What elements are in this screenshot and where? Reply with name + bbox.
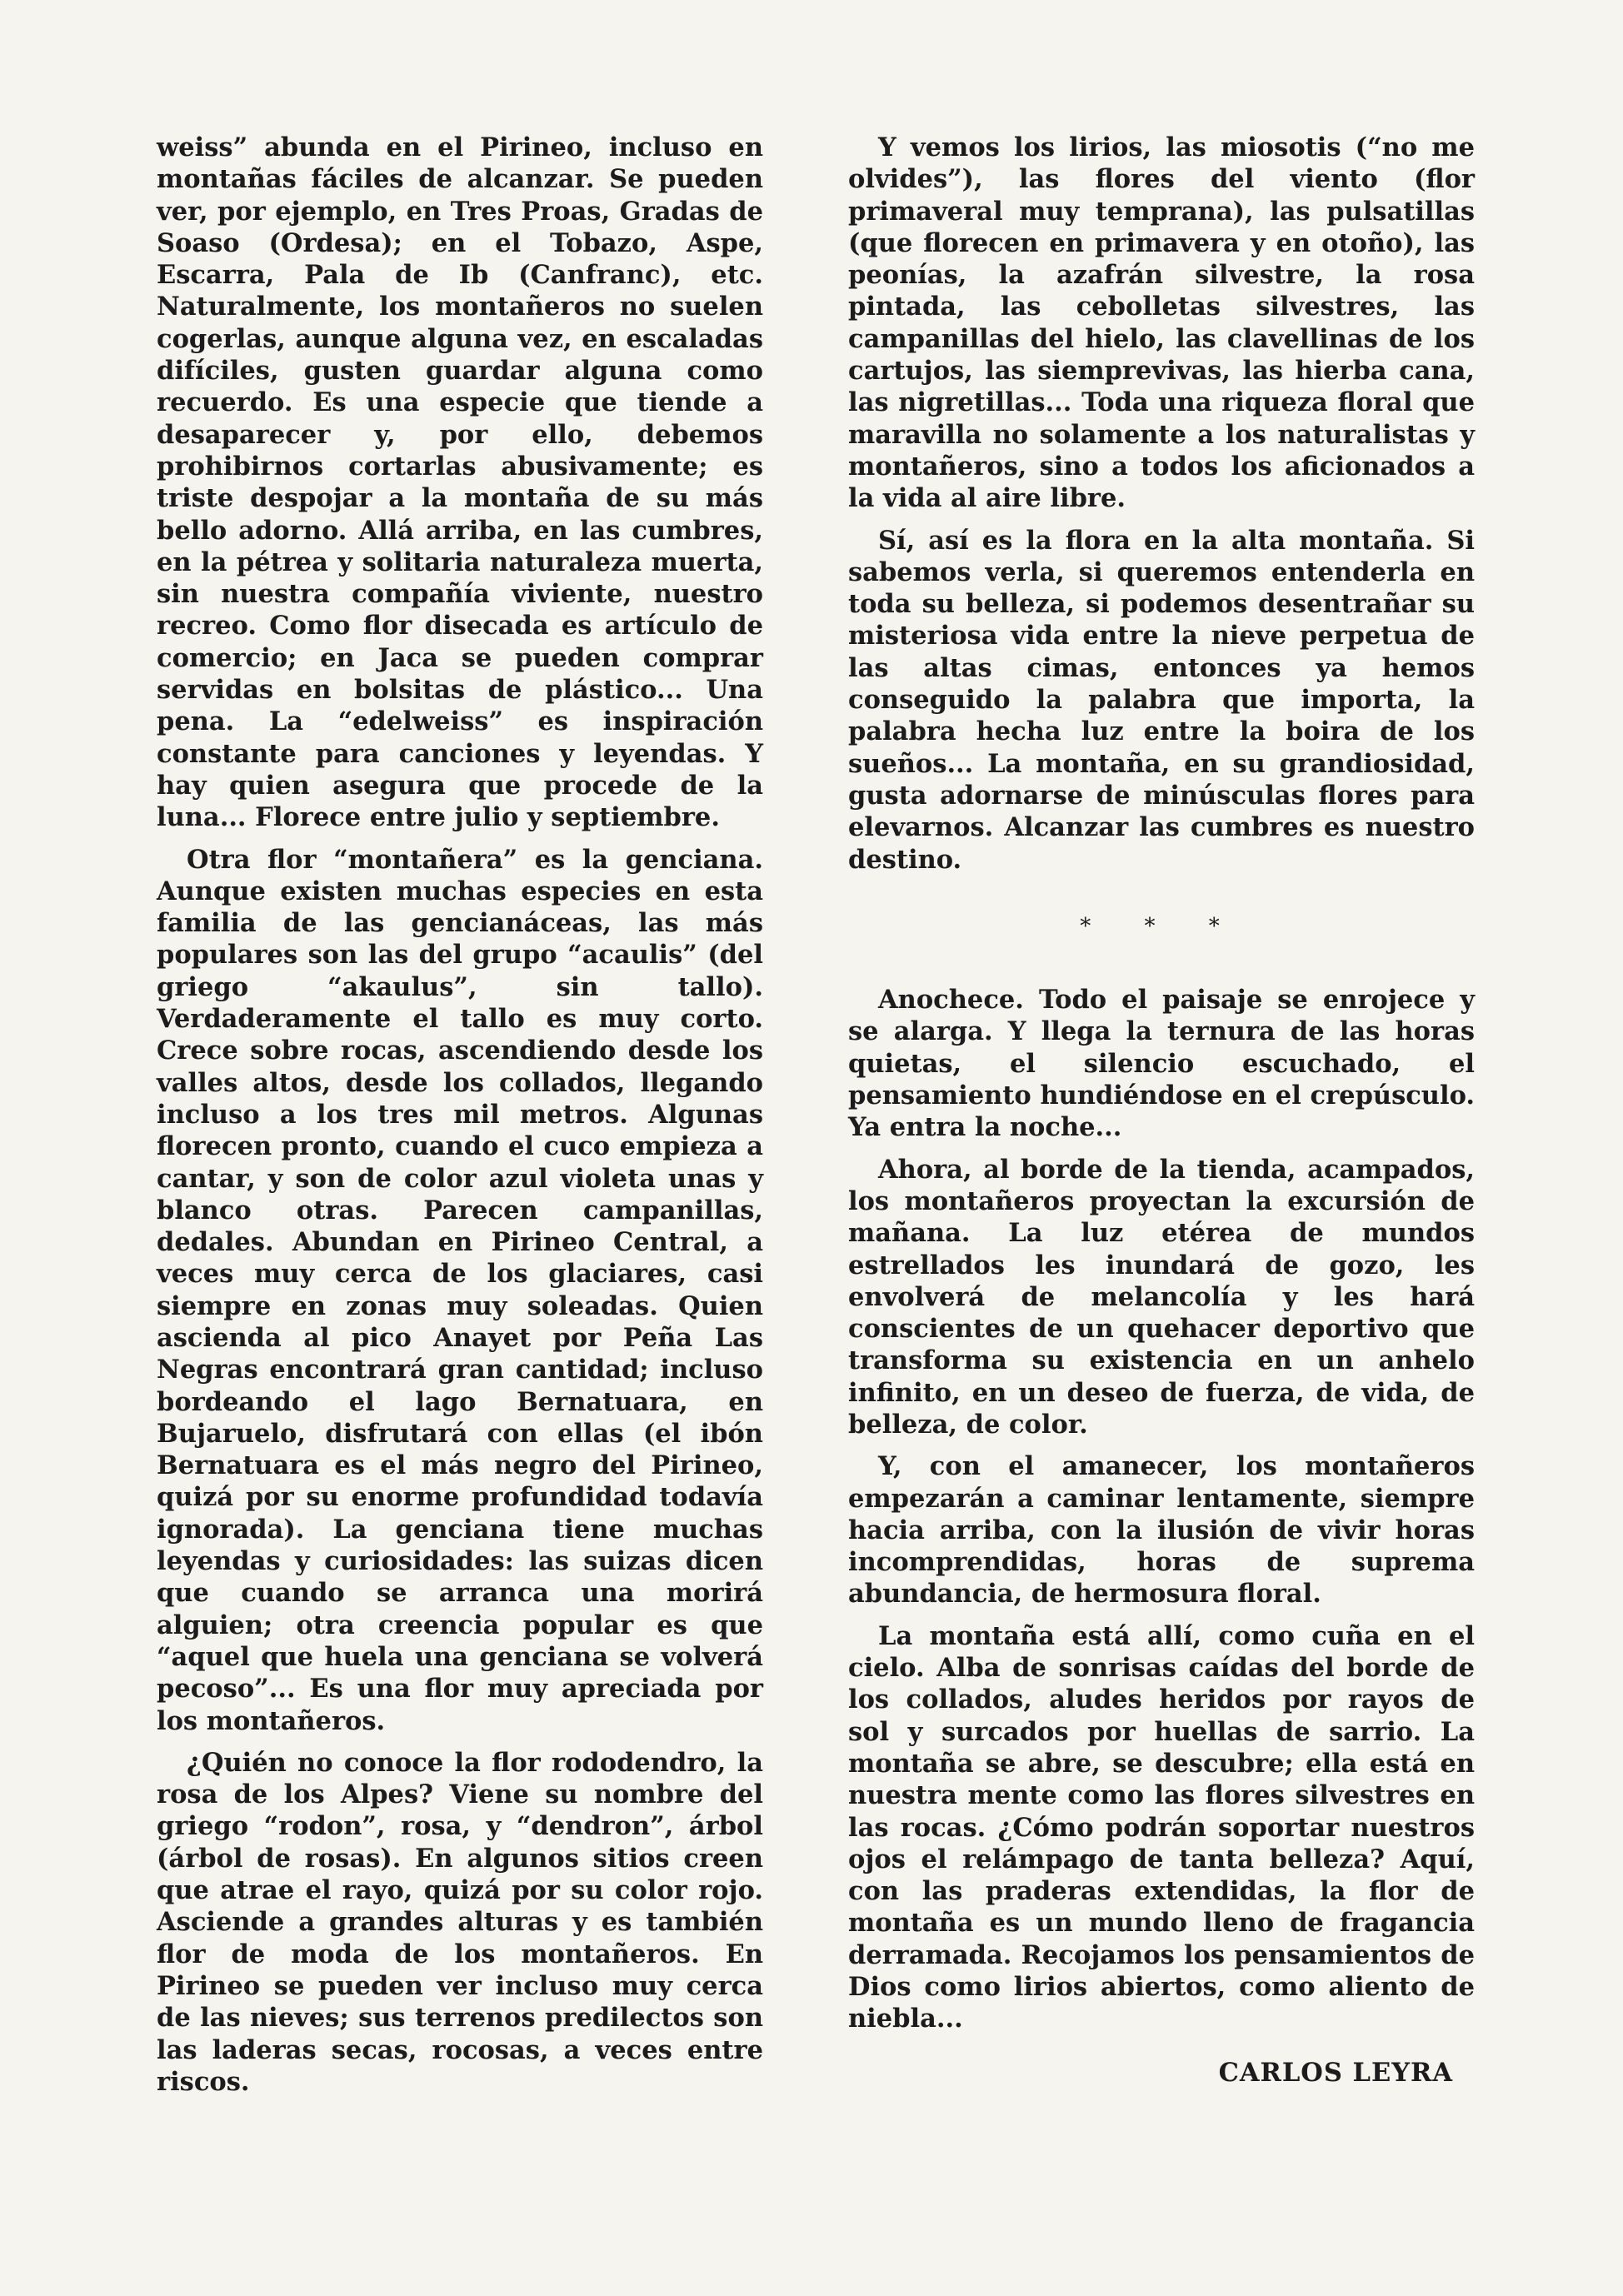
paragraph-montana: La montaña está allí, como cuña en el cielo. Alba de sonrisas caídas del borde de los collados, aludes heridos por rayos de sol y surcados por huellas de sarrio. La montaña se abre, se descubre; ella está en nuestra mente como las flores silvestres en las rocas. ¿Cómo podrán soportar nuestros ojos el relámpago de tanta belleza? Aquí, con las praderas extendidas, la flor de montaña es un mundo lleno de fragancia derramada. Recojamos los pensamientos de Dios como lirios abiertos, como aliento de niebla... xyxy=(848,1620,1475,2034)
paragraph-lirios: Y vemos los lirios, las miosotis (“no me olvides”), las flores del viento (flor primaveral muy temprana), las pulsatillas (que florecen en primavera y en otoño), las peonías, la azafrán silvestre, la rosa pintada, las cebolletas silvestres, las campanillas del hielo, las clavellinas de los cartujos, las siemprevivas, las hierba cana, las nigretillas... Toda una riqueza floral que maravilla no solamente a los naturalistas y montañeros, sino a todos los aficionados a la vida al aire libre. xyxy=(848,132,1475,514)
author-signature: CARLOS LEYRA xyxy=(1218,2057,1453,2088)
paragraph-flora: Sí, así es la flora en la alta montaña. Si sabemos verla, si queremos entenderla en toda su belleza, si podemos desentrañar su misteriosa vida entre la nieve perpetua de las altas cimas, entonces ya hemos conseguido la palabra que importa, la palabra hecha luz entre la boira de los sueños... La montaña, en su grandiosidad, gusta adornarse de minúsculas flores para elevarnos. Alcanzar las cumbres es nuestro destino. xyxy=(848,525,1475,875)
section-separator: * * * xyxy=(1080,913,1243,939)
paragraph-rododendro: ¿Quién no conoce la flor rododendro, la rosa de los Alpes? Viene su nombre del griego “rodon”, rosa, y “dendron”, árbol (árbol de rosas). En algunos sitios creen que atrae el rayo, quizá por su color rojo. Asciende a grandes alturas y es también flor de moda de los montañeros. En Pirineo se pueden ver incluso muy cerca de las nieves; sus terrenos predilectos son las laderas secas, rocosas, a veces entre riscos. xyxy=(157,1747,763,2097)
paragraph-ahora: Ahora, al borde de la tienda, acampados, los montañeros proyectan la excursión de mañana. La luz etérea de mundos estrellados les inundará de gozo, les envolverá de melancolía y les hará conscientes de un quehacer deportivo que transforma su existencia en un anhelo infinito, en un deseo de fuerza, de vida, de belleza, de color. xyxy=(848,1154,1475,1440)
paragraph-anochece: Anochece. Todo el paisaje se enrojece y se alarga. Y llega la ternura de las horas quietas, el silencio escuchado, el pensamiento hundiéndose en el crepúsculo. Ya entra la noche... xyxy=(848,985,1475,1143)
right-column xyxy=(848,132,1475,2089)
column-gutter xyxy=(828,125,830,2258)
paragraph-amanecer: Y, con el amanecer, los montañeros empezarán a caminar lentamente, siempre hacia arriba, con la ilusión de vivir horas incomprendidas, horas de suprema abundancia, de hermosura floral. xyxy=(848,1451,1475,1610)
left-column xyxy=(157,132,763,2108)
paragraph-edelweiss: weiss” abunda en el Pirineo, incluso en montañas fáciles de alcanzar. Se pueden ver, por ejemplo, en Tres Proas, Gradas de Soaso (Ordesa); en el Tobazo, Aspe, Escarra, Pala de Ib (Canfranc), etc. Naturalmente, los montañeros no suelen cogerlas, aunque alguna vez, en escaladas difíciles, gusten guardar alguna como recuerdo. Es una especie que tiende a desaparecer y, por ello, debemos prohibirnos cortarlas abusivamente; es triste despojar a la montaña de su más bello adorno. Allá arriba, en las cumbres, en la pétrea y solitaria naturaleza muerta, sin nuestra compañía viviente, nuestro recreo. Como flor disecada es artículo de comercio; en Jaca se pueden comprar servidas en bolsitas de plástico... Una pena. La “edelweiss” es inspiración constante para canciones y leyendas. Y hay quien asegura que procede de la luna... Florece entre julio y septiembre. xyxy=(157,132,763,833)
paragraph-genciana: Otra flor “montañera” es la genciana. Aunque existen muchas especies en esta familia de las gencianáceas, las más populares son las del grupo “acaulis” (del griego “akaulus”, sin tallo). Verdaderamente el tallo es muy corto. Crece sobre rocas, ascendiendo desde los valles altos, desde los collados, llegando incluso a los tres mil metros. Algunas florecen pronto, cuando el cuco empieza a cantar, y son de color azul violeta unas y blanco otras. Parecen campanillas, dedales. Abundan en Pirineo Central, a veces muy cerca de los glaciares, casi siempre en zonas muy soleadas. Quien ascienda al pico Anayet por Peña Las Negras encontrará gran cantidad; incluso bordeando el lago Bernatuara, en Bujaruelo, disfrutará con ellas (el ibón Bernatuara es el más negro del Pirineo, quizá por su enorme profundidad todavía ignorada). La genciana tiene muchas leyendas y curiosidades: las suizas dicen que cuando se arranca una morirá alguien; otra creencia popular es que “aquel que huela una genciana se volverá pecoso”... Es una flor muy apreciada por los montañeros. xyxy=(157,844,763,1736)
